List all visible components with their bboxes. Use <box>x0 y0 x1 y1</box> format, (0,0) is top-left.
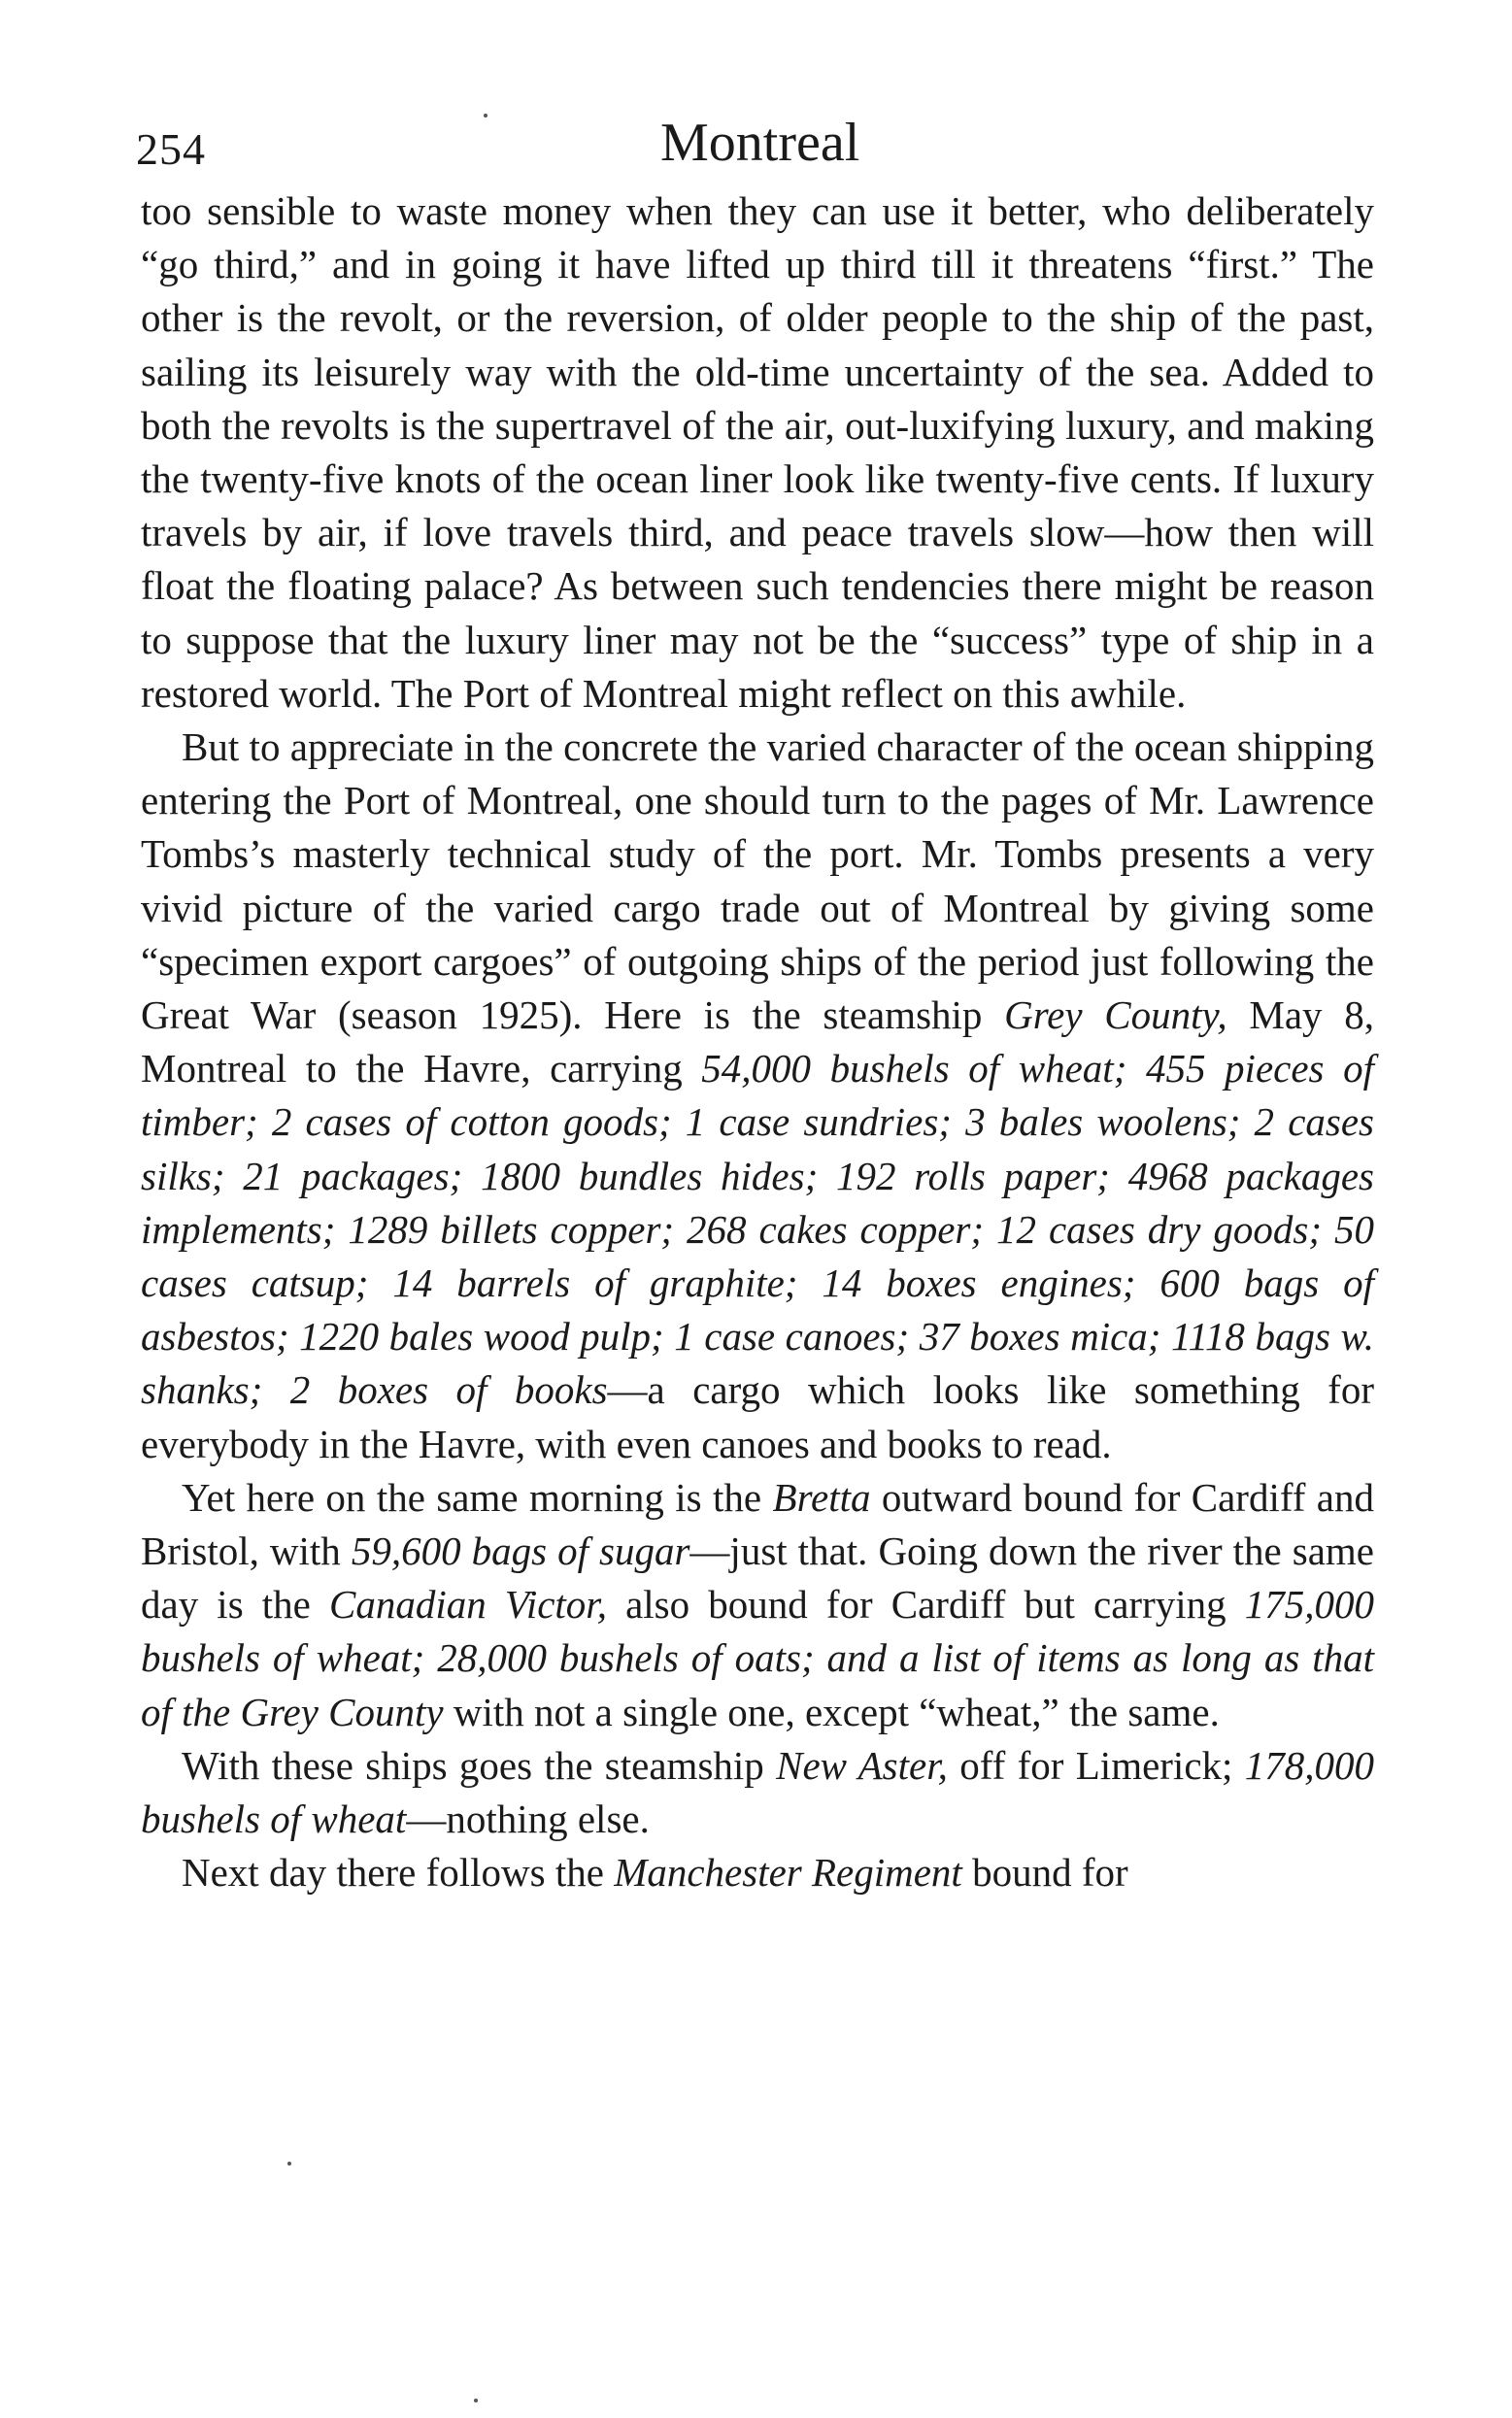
italic-text: Bretta <box>772 1474 871 1520</box>
paragraph <box>141 1739 1374 1846</box>
paragraph <box>141 721 1374 1471</box>
paragraph <box>141 185 1374 721</box>
text-run: —nothing else. <box>406 1797 650 1842</box>
text-run: —a cargo which looks like something for everybody in the Havre, with even canoes and books to read. <box>141 1367 1374 1466</box>
running-head: Montreal <box>660 113 860 173</box>
page-number: 254 <box>136 124 206 174</box>
print-speck <box>484 114 487 118</box>
italic-text: Grey County, <box>1004 992 1227 1038</box>
italic-text: 175,000 bushels of wheat; 28,000 bushels of oats; and a list of items as long as that of the Grey County <box>141 1582 1374 1734</box>
italic-text: 54,000 bushels of wheat; 455 pieces of timber; 2 cases of cotton goods; 1 case sundries; 3 bales woolens; 2 cases silks; 21 packages; 1800 bundles hides; 192 rolls paper; 4968 packages implements; 1289 billets copper; 268 cakes copper; 12 cases dry goods; 50 cases catsup; 14 barrels of graphite; 14 boxes engines; 600 bags of asbestos; 1220 bales wood pulp; 1 case canoes; 37 boxes mica; 1118 bags w. shanks; 2 boxes of books <box>141 1046 1374 1413</box>
body-text <box>141 185 1374 1900</box>
print-speck <box>287 2162 291 2166</box>
text-run: bound for <box>961 1850 1128 1896</box>
text-run: too sensible to waste money when they can use it better, who deliberately “go third,” and in going it have lifted up third till it threatens “first.” The other is the revolt, or the reversion, of older people to the ship of the past, sailing its leisurely way with the old-time uncertainty of the sea. Added to both the revolts is the supertravel of the air, out-luxifying luxury, and making the twenty-five knots of the ocean liner look like twenty-five cents. If luxury travels by air, if love travels third, and peace travels slow—how then will float the floating palace? As between such tendencies there might be reason to suppose that the luxury liner may not be the “success” type of ship in a restored world. The Port of Montreal might reflect on this awhile. <box>141 188 1374 716</box>
italic-text: Manchester Regiment <box>614 1850 962 1896</box>
text-run: —just that. Going down the river the same day is the <box>141 1528 1374 1628</box>
paragraph <box>141 1846 1374 1899</box>
italic-text: Canadian Victor, <box>328 1582 607 1628</box>
text-run: Yet here on the same morning is the <box>182 1474 773 1520</box>
text-run: outward bound for Cardiff and Bristol, with <box>141 1474 1374 1574</box>
text-run: But to appreciate in the concrete the varied character of the ocean shipping entering the Port of Montreal, one should turn to the pages of Mr. Lawrence Tombs’s masterly technical study of the port. Mr. Tombs presents a very vivid picture of the varied cargo trade out of Montreal by giving some “specimen export cargoes” of outgoing ships of the period just following the Great War (season 1925). Here is the steamship <box>141 724 1374 1038</box>
italic-text: 59,600 bags of sugar <box>351 1528 690 1574</box>
text-run: Next day there follows the <box>182 1850 615 1896</box>
italic-text: 178,000 bushels of wheat <box>141 1742 1375 1842</box>
text-run: May 8, Montreal to the Havre, carrying <box>141 992 1374 1091</box>
text-run: with not a single one, except “wheat,” the same. <box>443 1689 1220 1734</box>
page-header <box>136 112 1398 189</box>
text-run: also bound for Cardiff but carrying <box>606 1582 1245 1628</box>
italic-text: New Aster, <box>776 1742 948 1788</box>
text-run: With these ships goes the steamship <box>182 1742 777 1788</box>
text-run: off for Limerick; <box>947 1742 1245 1788</box>
paragraph <box>141 1471 1374 1739</box>
print-speck <box>474 2399 478 2402</box>
